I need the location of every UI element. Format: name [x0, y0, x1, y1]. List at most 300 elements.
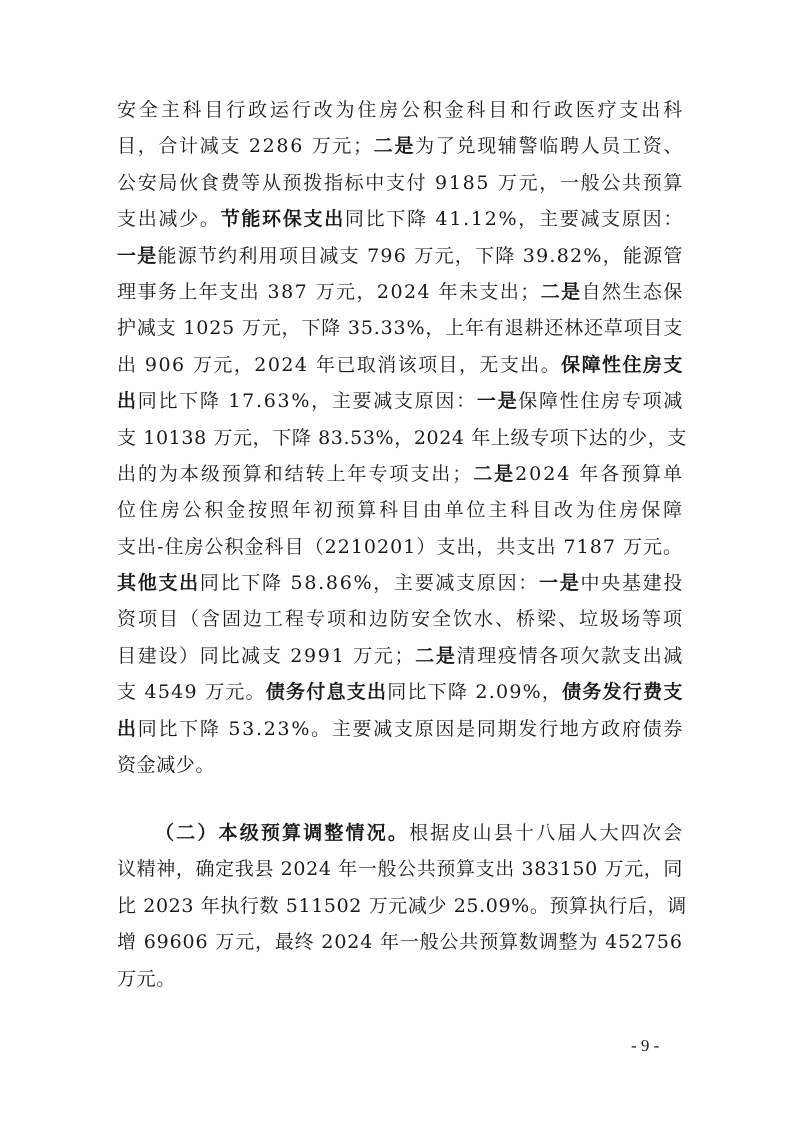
char: 支 — [479, 280, 499, 303]
bold-char: 息 — [326, 681, 347, 704]
bold-char: 。 — [387, 822, 408, 844]
char: 支 — [667, 426, 687, 449]
char: 达 — [588, 426, 609, 449]
char: 5 — [285, 894, 299, 917]
char: 房 — [601, 390, 621, 413]
char: 确 — [195, 858, 216, 881]
char: 欠 — [580, 644, 601, 667]
char — [345, 638, 352, 674]
char: 支 — [219, 280, 239, 303]
char: 0 — [585, 858, 598, 881]
char: 下 — [475, 244, 495, 267]
bold-char: 住 — [622, 353, 643, 376]
char: 聘 — [559, 135, 580, 158]
bold-char: 发 — [602, 681, 623, 704]
char — [235, 310, 242, 346]
char: 政 — [553, 99, 574, 121]
char: 5 — [323, 894, 337, 917]
char: 结 — [284, 462, 305, 485]
char: 一 — [399, 931, 420, 954]
char: 比 — [220, 644, 241, 667]
char: 行 — [226, 99, 246, 121]
char: 、 — [495, 608, 515, 631]
char: 7 — [294, 280, 308, 303]
char: 8 — [589, 535, 603, 558]
bold-char: 级 — [239, 822, 260, 844]
bold-char: 二 — [540, 280, 561, 303]
char: 元 — [336, 280, 356, 303]
char: 圾 — [600, 608, 620, 631]
char: 2 — [306, 858, 319, 881]
char: 目 — [204, 99, 224, 121]
char: 5 — [350, 426, 363, 449]
bold-char: 是 — [561, 280, 581, 303]
char: 源 — [177, 244, 198, 267]
char: 0 — [158, 353, 172, 376]
bold-char: 是 — [494, 462, 514, 485]
bold-char: 预 — [260, 822, 281, 844]
char: 0 — [363, 535, 377, 558]
char: 年 — [315, 353, 336, 376]
char: ， — [356, 280, 377, 303]
char: 员 — [601, 135, 621, 158]
char: 减 — [158, 208, 179, 231]
char: 调 — [538, 931, 559, 954]
char: 0 — [293, 858, 307, 881]
char: 万 — [213, 426, 234, 449]
char — [465, 420, 472, 456]
char: （ — [304, 535, 325, 558]
char: 资 — [117, 608, 137, 631]
char: 终 — [294, 931, 315, 954]
char: 减 — [407, 894, 428, 917]
char: 4 — [360, 931, 373, 954]
char: 5 — [228, 717, 242, 740]
char: 八 — [536, 822, 556, 844]
char: 0 — [182, 931, 196, 954]
char: 0 — [529, 462, 542, 485]
char: 支 — [393, 390, 414, 413]
char: 耕 — [524, 317, 545, 340]
char: 3 — [522, 244, 536, 267]
char: 住 — [357, 99, 377, 121]
char: 2 — [439, 426, 452, 449]
text-line — [117, 128, 683, 164]
char: 项 — [663, 608, 683, 631]
char: 兑 — [456, 135, 477, 158]
char: . — [255, 717, 263, 740]
text-segment: 资金减少。 — [117, 754, 216, 777]
char: . — [463, 208, 470, 231]
char: 1 — [350, 535, 364, 558]
char — [616, 529, 623, 565]
char: 次 — [641, 822, 662, 844]
text-line — [117, 815, 683, 851]
char: 性 — [559, 390, 580, 413]
char: 。 — [245, 681, 266, 704]
char: 3 — [362, 426, 376, 449]
char: 万 — [353, 644, 373, 667]
char: 无 — [479, 353, 499, 376]
char: 按 — [248, 499, 268, 522]
char: 1 — [143, 426, 156, 449]
char: 预 — [221, 462, 242, 485]
char: 务 — [157, 280, 178, 303]
char: 位 — [117, 499, 137, 522]
char — [208, 924, 215, 960]
char: 要 — [559, 208, 580, 231]
bold-char: 二 — [415, 644, 435, 667]
char: 为 — [415, 135, 435, 158]
char: 减 — [199, 135, 220, 158]
char: 预 — [479, 931, 499, 954]
char: 3 — [393, 317, 407, 340]
char: 原 — [621, 208, 642, 231]
char: 护 — [117, 317, 137, 340]
char: 四 — [620, 822, 641, 844]
bold-char: （ — [155, 822, 175, 844]
char: 和 — [348, 608, 368, 631]
char: 2 — [543, 462, 556, 485]
char: 2 — [484, 208, 498, 231]
char: 1 — [403, 535, 416, 558]
char: 目 — [400, 499, 421, 522]
char: 疫 — [497, 644, 518, 667]
text-segment: 万元。 — [117, 967, 176, 990]
char: 减 — [319, 244, 339, 267]
char: 级 — [200, 462, 221, 485]
char: 共 — [416, 858, 437, 881]
char: . — [255, 390, 263, 413]
char: 8 — [276, 135, 290, 158]
char: 房 — [619, 499, 640, 522]
char: 8 — [194, 426, 207, 449]
char: 基 — [621, 572, 642, 595]
char: ， — [647, 894, 668, 917]
char: 4 — [171, 681, 184, 704]
char: 0 — [155, 426, 169, 449]
char: 食 — [199, 171, 220, 194]
char: 因 — [435, 390, 456, 413]
char: 2 — [570, 244, 583, 267]
char: 1 — [449, 208, 463, 231]
char: 积 — [224, 535, 245, 558]
char: 中 — [580, 572, 601, 595]
char: 含 — [201, 608, 221, 631]
char: 2 — [403, 280, 417, 303]
char: 万 — [215, 931, 235, 954]
char: 保 — [663, 280, 683, 303]
char: 十 — [514, 822, 535, 844]
char: 计 — [179, 135, 199, 158]
char: ， — [254, 931, 275, 954]
char: 态 — [642, 280, 663, 303]
text-line — [117, 851, 683, 887]
char: 资 — [642, 135, 663, 158]
char: 减 — [663, 644, 683, 667]
bold-char: 本 — [218, 822, 239, 844]
char: 下 — [569, 426, 589, 449]
char: ， — [311, 390, 331, 413]
char: 伙 — [179, 171, 199, 194]
text-line — [117, 711, 683, 747]
char: 4 — [318, 858, 332, 881]
char: 工 — [264, 608, 284, 631]
char: 算 — [569, 894, 589, 917]
text-line — [117, 92, 683, 128]
char: 2 — [515, 462, 528, 485]
char: 4 — [417, 280, 431, 303]
char: 7 — [242, 390, 255, 413]
char: 6 — [393, 244, 407, 267]
char: 1 — [168, 426, 182, 449]
char: 上 — [490, 426, 511, 449]
bold-char: 性 — [602, 353, 622, 376]
char: 8 — [325, 572, 339, 595]
char: 央 — [601, 572, 621, 595]
char: 科 — [379, 499, 399, 522]
char: % — [522, 681, 542, 704]
char: 行 — [239, 894, 260, 917]
char: 单 — [663, 462, 683, 485]
char: 住 — [580, 390, 601, 413]
char: 为 — [335, 99, 356, 121]
bold-char: 出 — [117, 390, 137, 413]
char: 方 — [580, 717, 601, 740]
char: 要 — [352, 390, 373, 413]
char: 1 — [298, 894, 312, 917]
char: 公 — [204, 535, 225, 558]
char: ） — [179, 644, 199, 667]
char: 0 — [485, 894, 499, 917]
char: 梁 — [537, 608, 557, 631]
char: 还 — [583, 317, 604, 340]
char: 7 — [563, 535, 577, 558]
char: 降 — [199, 717, 220, 740]
char: 减 — [580, 208, 601, 231]
char: 为 — [578, 931, 599, 954]
char: 。 — [529, 894, 550, 917]
char: 比 — [220, 572, 241, 595]
char: 9 — [144, 353, 158, 376]
char: 项 — [418, 353, 438, 376]
char: 和 — [510, 99, 530, 121]
char: 人 — [578, 822, 599, 844]
char: 会 — [663, 822, 683, 844]
char: 。 — [311, 717, 331, 740]
char — [137, 674, 144, 710]
char: 8 — [304, 572, 318, 595]
char: 自 — [581, 280, 602, 303]
char — [556, 529, 563, 565]
char: 出 — [641, 99, 661, 121]
char: 支 — [601, 208, 621, 231]
char — [332, 851, 339, 887]
char: 债 — [642, 717, 663, 740]
char: 精 — [136, 858, 157, 881]
char: 4 — [605, 931, 618, 954]
char: 公 — [601, 171, 621, 194]
char: 少 — [628, 426, 648, 449]
char: 比 — [407, 681, 428, 704]
char: 科 — [466, 99, 487, 121]
char: 元 — [373, 644, 394, 667]
bold-char: 环 — [262, 208, 282, 231]
char: 县 — [493, 822, 514, 844]
bold-char: 保 — [282, 208, 303, 231]
char: 指 — [323, 171, 344, 194]
char: 预 — [282, 171, 303, 194]
char: 般 — [377, 858, 398, 881]
char: 一 — [559, 171, 580, 194]
char: 行 — [532, 99, 552, 121]
char: 因 — [435, 717, 456, 740]
char: ； — [394, 644, 415, 667]
char: 辅 — [497, 135, 518, 158]
char: 3 — [546, 858, 560, 881]
char: 算 — [242, 462, 263, 485]
char — [407, 238, 414, 274]
char: 出 — [456, 535, 476, 558]
char: - — [157, 535, 165, 558]
char: （ — [180, 608, 200, 631]
char: 事 — [137, 280, 158, 303]
char: 比 — [117, 894, 137, 917]
char: 要 — [414, 572, 435, 595]
char: 5 — [157, 681, 171, 704]
char: 边 — [243, 608, 263, 631]
char: 出 — [499, 280, 520, 303]
char: 2 — [321, 931, 335, 954]
char: 9 — [536, 244, 549, 267]
char: 主 — [331, 390, 352, 413]
char: 临 — [539, 135, 559, 158]
char: 比 — [158, 390, 179, 413]
bold-char: 是 — [559, 572, 580, 595]
char: 、 — [558, 608, 578, 631]
char — [362, 888, 369, 924]
char: 支 — [117, 208, 137, 231]
char: 从 — [261, 171, 282, 194]
char: 照 — [269, 499, 290, 522]
char: 3 — [521, 858, 535, 881]
char: 4 — [435, 208, 449, 231]
char: 利 — [238, 244, 259, 267]
char: 元 — [235, 931, 255, 954]
char: 下 — [179, 717, 199, 740]
char: ， — [137, 135, 158, 158]
char: ， — [539, 171, 559, 194]
char: 5 — [572, 858, 586, 881]
char: 支 — [117, 535, 137, 558]
char: 。 — [540, 353, 561, 376]
char: 9 — [184, 681, 198, 704]
char: 减 — [136, 317, 157, 340]
char: 行 — [608, 894, 628, 917]
char: 少 — [179, 208, 199, 231]
char: 2 — [347, 931, 360, 954]
char: 降 — [262, 572, 282, 595]
char: 医 — [575, 99, 596, 121]
char: 支 — [410, 462, 430, 485]
char: 7 — [602, 535, 616, 558]
char: 政 — [248, 99, 268, 121]
char: 5 — [360, 317, 374, 340]
char: 6 — [171, 353, 185, 376]
text-line — [117, 747, 683, 783]
char: 运 — [269, 99, 290, 121]
char: 2 — [337, 535, 351, 558]
char: % — [291, 390, 310, 413]
char: 取 — [356, 353, 377, 376]
char: 的 — [608, 426, 629, 449]
char: % — [375, 426, 395, 449]
char: 年 — [347, 462, 368, 485]
char: 上 — [445, 317, 465, 340]
char: 款 — [601, 644, 621, 667]
char: 山 — [472, 822, 493, 844]
char: ： — [663, 208, 683, 231]
text-line — [117, 420, 687, 456]
text-line — [117, 529, 683, 565]
char: 公 — [439, 931, 460, 954]
char: 草 — [603, 317, 624, 340]
char — [137, 347, 144, 383]
char: 9 — [435, 171, 448, 194]
char: 府 — [621, 717, 642, 740]
char: 年 — [291, 499, 312, 522]
char — [360, 238, 367, 274]
char: 年 — [338, 858, 358, 881]
char: 有 — [484, 317, 505, 340]
bold-char: 其 — [117, 572, 137, 595]
char: 2 — [413, 426, 427, 449]
char: 少 — [427, 894, 448, 917]
char — [598, 924, 605, 960]
char: 5 — [466, 894, 480, 917]
char — [274, 851, 281, 887]
char: 付 — [406, 171, 427, 194]
char — [207, 420, 214, 456]
char: 未 — [458, 280, 479, 303]
char: 林 — [564, 317, 584, 340]
char: 的 — [137, 462, 158, 485]
char — [137, 420, 144, 456]
bold-char: 支 — [663, 681, 683, 704]
char: 出 — [137, 208, 158, 231]
char: ， — [373, 572, 393, 595]
char: 固 — [222, 608, 242, 631]
char: 退 — [504, 317, 525, 340]
char: % — [291, 717, 310, 740]
char: 消 — [377, 353, 397, 376]
char: 然 — [602, 280, 622, 303]
char: 科 — [510, 499, 530, 522]
char: ， — [602, 244, 623, 267]
char: 5 — [222, 317, 235, 340]
char: ： — [518, 572, 538, 595]
char: 9 — [156, 931, 170, 954]
char: 0 — [267, 353, 281, 376]
char: 因 — [642, 208, 663, 231]
char: . — [343, 426, 351, 449]
char: 同 — [344, 208, 365, 231]
char: 障 — [539, 390, 559, 413]
char: 生 — [622, 280, 643, 303]
char — [304, 128, 311, 164]
char: 2 — [281, 353, 295, 376]
char: 出 — [642, 644, 663, 667]
